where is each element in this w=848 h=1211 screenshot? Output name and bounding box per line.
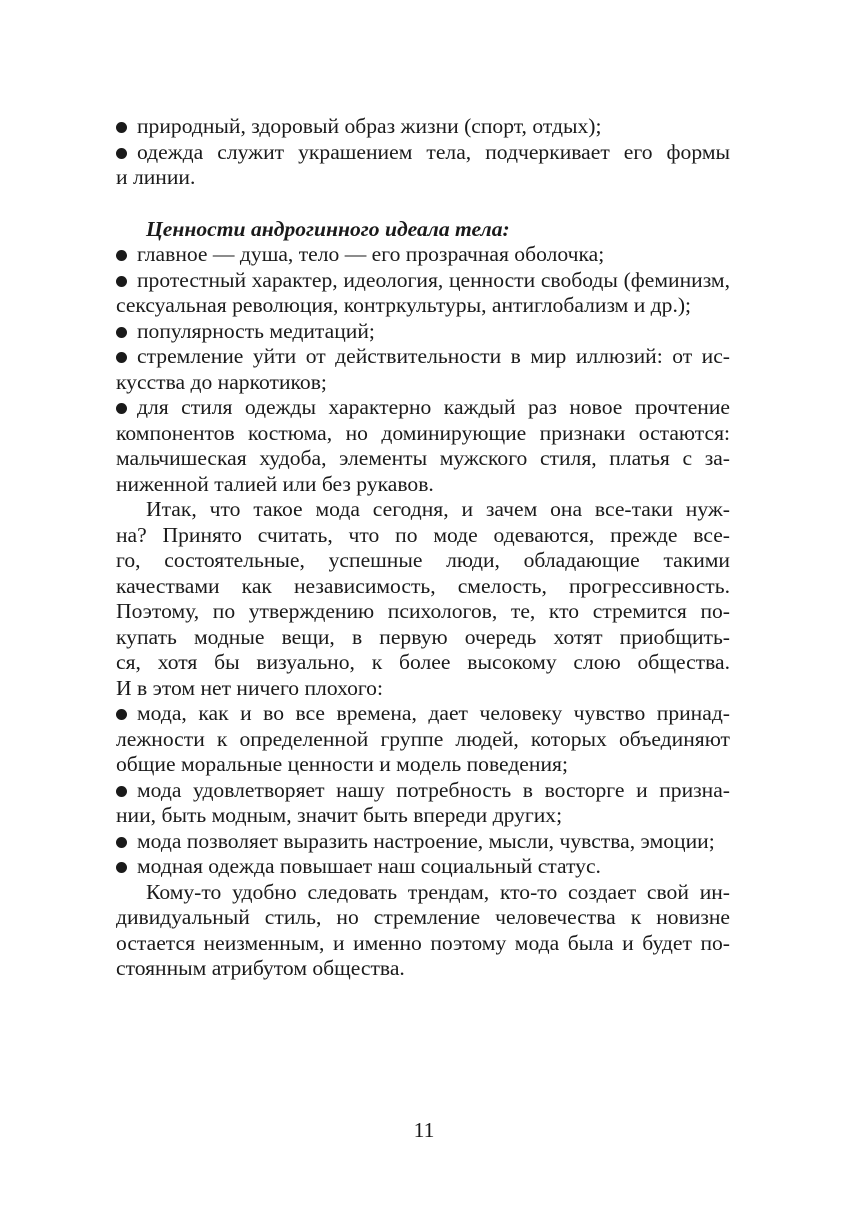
text-line: мода удовлетворяет нашу потребность в восторге и призна- (116, 778, 730, 804)
section-heading: Ценности андрогинного идеала тела: (146, 216, 510, 241)
list-item (116, 268, 730, 319)
body-text (116, 114, 730, 982)
list-item (116, 140, 730, 191)
text-line: остается неизменным, и именно поэтому мода была и будет по- (116, 930, 730, 955)
text-line: стоянным атрибутом общества. (116, 956, 405, 980)
text-line: модная одежда повышает наш социальный статус. (116, 854, 730, 880)
bullet-list-ideal-values (116, 114, 730, 191)
text-line: Поэтому, по утверждению психологов, те, кто стремится по- (116, 599, 730, 623)
paragraph-gap (116, 191, 730, 217)
text-line: го, состоятельные, успешные люди, обладающие такими (116, 548, 730, 572)
list-item (116, 319, 730, 345)
text-line: протестный характер, идеология, ценности свободы (феминизм, (116, 268, 730, 294)
list-item (116, 829, 730, 855)
text-line: сексуальная революция, контркультуры, антиглобализм и др.); (116, 293, 692, 317)
text-line: нии, быть модным, значит быть впереди других; (116, 803, 563, 827)
text-line: ся, хотя бы визуально, к более высокому слою общества. (116, 650, 730, 674)
text-line: И в этом нет ничего плохого: (116, 675, 383, 700)
text-line: лежности к определенной группе людей, которых объединяют (116, 726, 730, 751)
list-item (116, 242, 730, 268)
text-line: общие моральные ценности и модель поведения; (116, 752, 568, 776)
text-line: компонентов костюма, но доминирующие признаки остаются: (116, 420, 730, 445)
text-line: кусства до наркотиков; (116, 369, 327, 394)
text-line: популярность медитаций; (116, 319, 730, 345)
bullet-list-androgynous-values (116, 242, 730, 497)
text-line: для стиля одежды характерно каждый раз новое прочтение (116, 395, 730, 421)
list-item (116, 854, 730, 880)
text-line: дивидуальный стиль, но стремление человечества к новизне (116, 905, 730, 929)
text-line: ниженной талией или без рукавов. (116, 471, 434, 496)
text-line: стремление уйти от действительности в мир иллюзий: от ис- (116, 344, 730, 370)
text-line: качествами как независимость, смелость, прогрессивность. (116, 573, 730, 598)
text-line: природный, здоровый образ жизни (спорт, отдых); (116, 114, 730, 140)
bullet-list-fashion-benefits (116, 701, 730, 880)
list-item (116, 701, 730, 778)
list-item (116, 778, 730, 829)
page-number: 11 (413, 1118, 435, 1142)
text-line: и линии. (116, 165, 196, 189)
text-line: одежда служит украшением тела, подчеркивает его формы (116, 140, 730, 166)
text-line: Кому-то удобно следовать трендам, кто-то создает свой ин- (146, 879, 730, 904)
text-line: мальчишеская худоба, элементы мужского стиля, платья с за- (116, 446, 730, 470)
text-line: на? Принято считать, что по моде одеваются, прежде все- (116, 522, 730, 547)
text-line: Итак, что такое мода сегодня, и зачем она все-таки нуж- (146, 497, 730, 521)
text-line: купать модные вещи, в первую очередь хотят приобщить- (116, 624, 730, 649)
text-line: мода позволяет выразить настроение, мысли, чувства, эмоции; (116, 829, 730, 855)
text-line: главное — душа, тело — его прозрачная оболочка; (116, 242, 730, 268)
text-line: мода, как и во все времена, дает человеку чувство принад- (116, 701, 730, 727)
paragraph-conclusion (116, 880, 730, 982)
list-item (116, 114, 730, 140)
list-item (116, 344, 730, 395)
list-item (116, 395, 730, 497)
paragraph-fashion-today (116, 497, 730, 701)
